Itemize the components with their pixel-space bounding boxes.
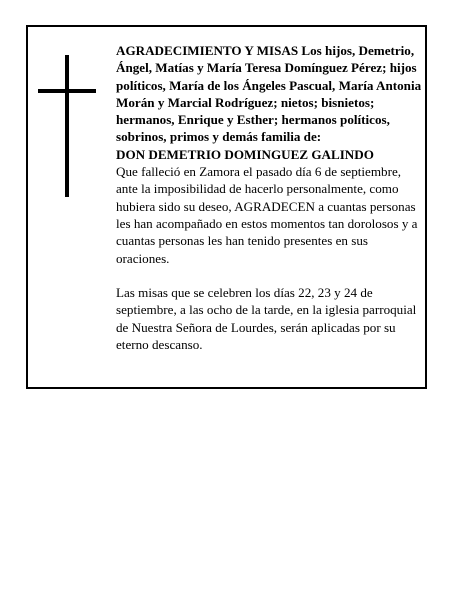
deceased-name: DON DEMETRIO DOMINGUEZ GALINDO [116,146,374,162]
cross-icon [38,55,96,197]
cross-vertical-bar [65,55,69,197]
thanks-paragraph: Que falleció en Zamora el pasado día 6 de septiembre, ante la imposibilidad de hacerlo personalmente, como hubiera sido su deseo, AGRADECEN a cuantas personas les han acompañado en estos momentos tan dorolosos y a cuantas personas les han tenido presentes en sus oraciones. [116,164,418,266]
notice-heading: AGRADECIMIENTO Y MISAS Los hijos, Demetrio, Ángel, Matías y María Teresa Domínguez Pérez; hijos políticos, María de los Ángeles Pascual, María Antonia Morán y Marcial Rodríguez; nietos; bisnietos; hermanos, Enrique y Esther; hermanos políticos, sobrinos, primos y demás familia de: [116,43,422,145]
notice-text [116,42,422,353]
obituary-notice [26,25,427,389]
paragraph-spacer [116,267,422,284]
cross-horizontal-bar [38,89,96,93]
masses-paragraph: Las misas que se celebren los días 22, 23 y 24 de septiembre, a las ocho de la tarde, en la iglesia parroquial de Nuestra Señora de Lourdes, serán aplicadas por su eterno descanso. [116,285,417,353]
